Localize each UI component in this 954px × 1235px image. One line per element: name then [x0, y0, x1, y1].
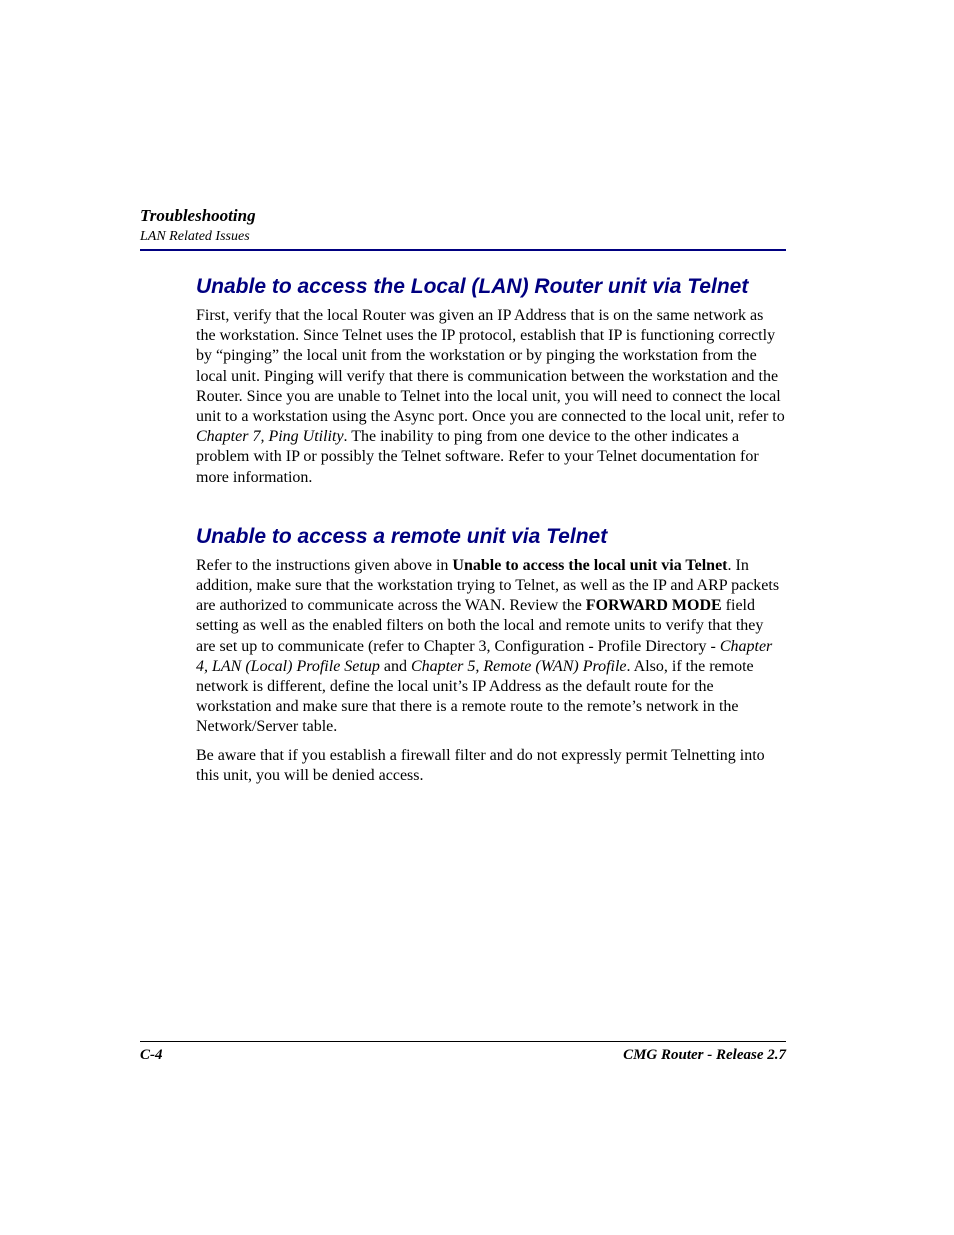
footer-divider	[140, 1041, 786, 1042]
product-release: CMG Router - Release 2.7	[623, 1047, 786, 1063]
paragraph-firewall-note: Be aware that if you establish a firewall filter and do not expressly permit Telnetting into this unit, you will be denied access.	[196, 746, 765, 784]
text-run: . Also, if the remote network is different, define the local unit’s IP Address as the default route for the workstation and make sure that there is a remote route to the remote’s network in the Network/Server table.	[196, 657, 754, 736]
section-heading-remote-telnet: Unable to access a remote unit via Telnet	[196, 524, 608, 548]
page-number: C-4	[140, 1047, 163, 1063]
header-section-title: LAN Related Issues	[140, 229, 250, 244]
paragraph-remote-telnet	[196, 556, 786, 738]
header-chapter-title: Troubleshooting	[140, 206, 256, 225]
text-run: field setting as well as the enabled filters on both the local and remote units to verify that they are set up to communicate (refer to Chapter 3, Configuration - Profile Directory -	[196, 597, 764, 655]
header-divider	[140, 249, 786, 251]
text-run: . In addition, make sure that the workstation trying to Telnet, as well as the IP and ARP packets are authorized to communicate across the WAN. Review the	[196, 556, 780, 615]
page-header	[140, 205, 786, 247]
bold-reference: Unable to access the local unit via Telnet	[452, 556, 728, 574]
chapter-reference: Chapter 7, Ping Utility	[196, 428, 344, 446]
section-spacer	[196, 496, 786, 522]
page-footer	[140, 1045, 786, 1065]
main-content	[196, 272, 786, 794]
text-run: First, verify that the local Router was given an IP Address that is on the same network as the workstation. Since Telnet uses the IP protocol, establish that IP is functioning correctly by “pinging” the local unit from the workstation or by pinging the workstation from the local unit. Pinging will verify that there is communication between the workstation and the Router. Since you are unable to Telnet into the local unit, you will need to connect the local unit to a workstation using the Async port. Once you are connected to the local unit, refer to	[196, 307, 785, 426]
paragraph-local-telnet	[196, 306, 786, 488]
text-run: and	[379, 657, 411, 675]
text-run: . The inability to ping from one device to the other indicates a problem with IP or possibly the Telnet software. Refer to your Telnet documentation for more information.	[196, 428, 759, 486]
chapter-reference: Chapter 5, Remote (WAN) Profile	[410, 657, 627, 675]
text-run: Refer to the instructions given above in	[196, 556, 453, 574]
chapter-reference: Chapter 4, LAN (Local) Profile Setup	[196, 637, 773, 675]
section-heading-local-telnet: Unable to access the Local (LAN) Router unit via Telnet	[196, 275, 749, 298]
bold-field-name: FORWARD MODE	[585, 597, 722, 615]
